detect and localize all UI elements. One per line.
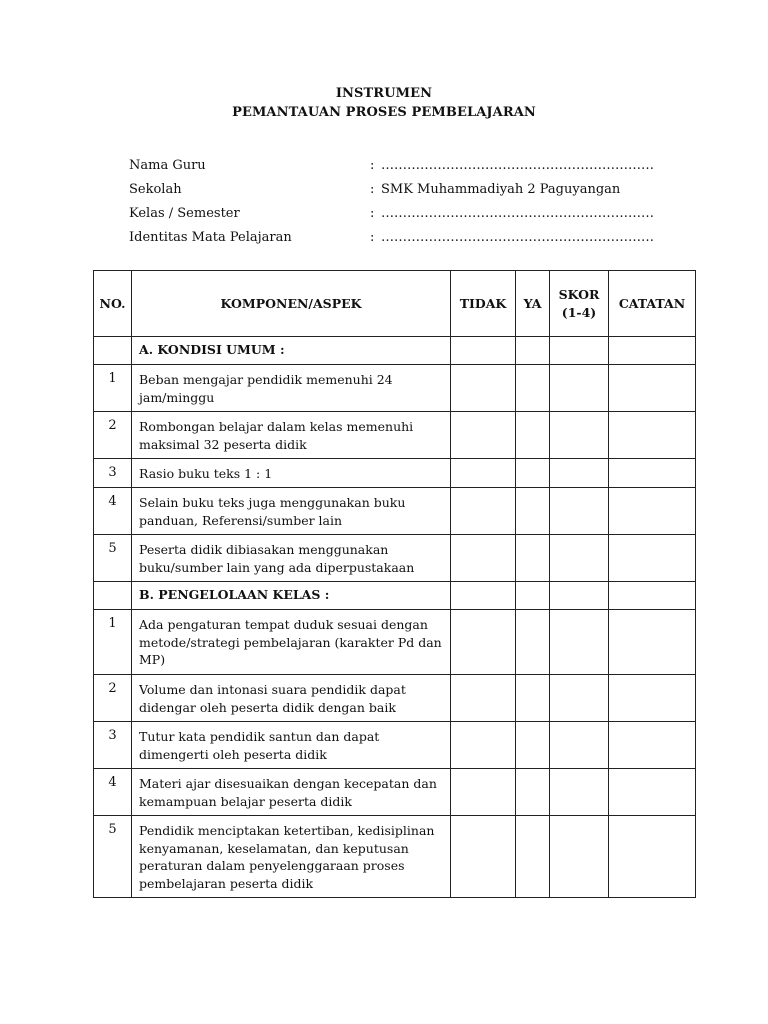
header-komponen: KOMPONEN/ASPEK <box>132 271 451 337</box>
table-row <box>94 459 696 488</box>
empty-cell <box>94 582 132 610</box>
header-no: NO. <box>94 271 132 337</box>
ya-cell[interactable] <box>516 337 550 365</box>
table-row <box>94 488 696 535</box>
info-label: Identitas Mata Pelajaran <box>129 230 292 245</box>
catatan-cell[interactable] <box>609 337 696 365</box>
catatan-cell[interactable] <box>609 365 696 412</box>
tidak-cell[interactable] <box>451 610 516 675</box>
info-colon: : <box>370 206 375 221</box>
section-title-b: B. PENGELOLAAN KELAS : <box>132 582 451 610</box>
ya-cell[interactable] <box>516 488 550 535</box>
catatan-cell[interactable] <box>609 610 696 675</box>
catatan-cell[interactable] <box>609 412 696 459</box>
table-header-row <box>94 271 696 337</box>
empty-cell <box>94 337 132 365</box>
tidak-cell[interactable] <box>451 582 516 610</box>
info-label: Nama Guru <box>129 158 206 173</box>
skor-cell[interactable] <box>550 610 609 675</box>
info-label: Sekolah <box>129 182 182 197</box>
section-row-a <box>94 337 696 365</box>
ya-cell[interactable] <box>516 582 550 610</box>
tidak-cell[interactable] <box>451 459 516 488</box>
ya-cell[interactable] <box>516 675 550 722</box>
info-colon: : <box>370 230 375 245</box>
header-ya: YA <box>516 271 550 337</box>
info-row-sekolah <box>129 182 649 202</box>
row-aspect: Volume dan intonasi suara pendidik dapat didengar oleh peserta didik dengan baik <box>132 675 451 722</box>
table-row <box>94 535 696 582</box>
skor-cell[interactable] <box>550 337 609 365</box>
ya-cell[interactable] <box>516 412 550 459</box>
header-tidak: TIDAK <box>451 271 516 337</box>
table-row <box>94 365 696 412</box>
skor-cell[interactable] <box>550 412 609 459</box>
skor-cell[interactable] <box>550 816 609 898</box>
ya-cell[interactable] <box>516 459 550 488</box>
ya-cell[interactable] <box>516 769 550 816</box>
row-number: 2 <box>94 412 132 459</box>
info-colon: : <box>370 182 375 197</box>
row-number: 2 <box>94 675 132 722</box>
catatan-cell[interactable] <box>609 816 696 898</box>
header-catatan: CATATAN <box>609 271 696 337</box>
tidak-cell[interactable] <box>451 337 516 365</box>
row-number: 5 <box>94 816 132 898</box>
ya-cell[interactable] <box>516 722 550 769</box>
skor-cell[interactable] <box>550 535 609 582</box>
tidak-cell[interactable] <box>451 412 516 459</box>
info-colon: : <box>370 158 375 173</box>
row-aspect: Rombongan belajar dalam kelas memenuhi maksimal 32 peserta didik <box>132 412 451 459</box>
tidak-cell[interactable] <box>451 816 516 898</box>
row-number: 4 <box>94 769 132 816</box>
row-aspect: Selain buku teks juga menggunakan buku panduan, Referensi/sumber lain <box>132 488 451 535</box>
row-number: 3 <box>94 722 132 769</box>
info-value: ……………………………………………………… <box>381 158 654 173</box>
ya-cell[interactable] <box>516 535 550 582</box>
ya-cell[interactable] <box>516 610 550 675</box>
row-aspect: Beban mengajar pendidik memenuhi 24 jam/minggu <box>132 365 451 412</box>
document-subtitle: PEMANTAUAN PROSES PEMBELAJARAN <box>232 105 536 120</box>
table-row <box>94 675 696 722</box>
catatan-cell[interactable] <box>609 535 696 582</box>
tidak-cell[interactable] <box>451 488 516 535</box>
table-row <box>94 769 696 816</box>
skor-cell[interactable] <box>550 582 609 610</box>
ya-cell[interactable] <box>516 816 550 898</box>
info-value: SMK Muhammadiyah 2 Paguyangan <box>381 182 621 197</box>
table-row <box>94 816 696 898</box>
row-number: 5 <box>94 535 132 582</box>
row-number: 4 <box>94 488 132 535</box>
monitoring-table <box>93 270 696 898</box>
catatan-cell[interactable] <box>609 722 696 769</box>
tidak-cell[interactable] <box>451 365 516 412</box>
info-row-nama-guru <box>129 158 654 178</box>
info-row-mata-pelajaran <box>129 230 654 250</box>
info-label: Kelas / Semester <box>129 206 240 221</box>
catatan-cell[interactable] <box>609 675 696 722</box>
table-row <box>94 722 696 769</box>
catatan-cell[interactable] <box>609 459 696 488</box>
skor-cell[interactable] <box>550 675 609 722</box>
catatan-cell[interactable] <box>609 582 696 610</box>
header-skor-label: SKOR <box>558 286 600 302</box>
skor-cell[interactable] <box>550 769 609 816</box>
tidak-cell[interactable] <box>451 769 516 816</box>
section-row-b <box>94 582 696 610</box>
table-row <box>94 412 696 459</box>
section-title-a: A. KONDISI UMUM : <box>132 337 451 365</box>
tidak-cell[interactable] <box>451 675 516 722</box>
skor-cell[interactable] <box>550 365 609 412</box>
info-value: ……………………………………………………… <box>381 206 654 221</box>
row-number: 3 <box>94 459 132 488</box>
row-aspect: Rasio buku teks 1 : 1 <box>132 459 451 488</box>
skor-cell[interactable] <box>550 722 609 769</box>
info-row-kelas-semester <box>129 206 654 226</box>
tidak-cell[interactable] <box>451 722 516 769</box>
row-aspect: Peserta didik dibiasakan menggunakan buku/sumber lain yang ada diperpustakaan <box>132 535 451 582</box>
tidak-cell[interactable] <box>451 535 516 582</box>
row-aspect: Pendidik menciptakan ketertiban, kedisiplinan kenyamanan, keselamatan, dan keputusan peraturan dalam penyelenggaraan proses pembelajaran peserta didik <box>132 816 451 898</box>
row-aspect: Materi ajar disesuaikan dengan kecepatan dan kemampuan belajar peserta didik <box>132 769 451 816</box>
table-row <box>94 610 696 675</box>
row-aspect: Ada pengaturan tempat duduk sesuai dengan metode/strategi pembelajaran (karakter Pd dan MP) <box>132 610 451 675</box>
row-aspect: Tutur kata pendidik santun dan dapat dimengerti oleh peserta didik <box>132 722 451 769</box>
skor-cell[interactable] <box>550 459 609 488</box>
ya-cell[interactable] <box>516 365 550 412</box>
row-number: 1 <box>94 365 132 412</box>
skor-cell[interactable] <box>550 488 609 535</box>
row-number: 1 <box>94 610 132 675</box>
catatan-cell[interactable] <box>609 769 696 816</box>
document-title: INSTRUMEN <box>335 86 433 101</box>
info-value: ……………………………………………………… <box>381 230 654 245</box>
catatan-cell[interactable] <box>609 488 696 535</box>
header-skor-range: (1-4) <box>561 304 597 320</box>
header-skor <box>550 271 609 337</box>
